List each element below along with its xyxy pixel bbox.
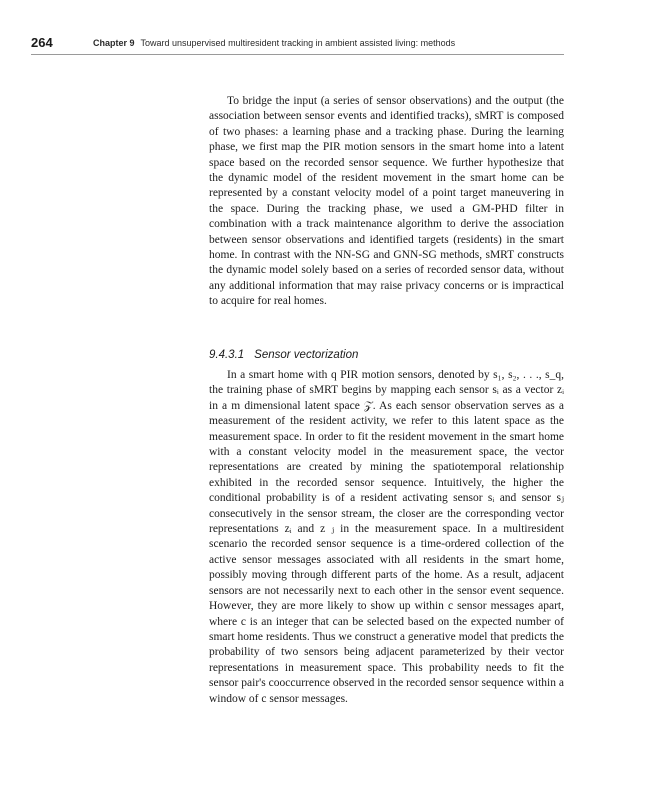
page-number: 264 — [31, 35, 53, 50]
paragraph-intro — [209, 94, 564, 310]
section-heading — [209, 348, 358, 362]
paragraph-text: In a smart home with q PIR motion sensors, denoted by s₁, s₂, . . ., s_q, the training phase of sMRT begins by mapping each sensor sᵢ as a vector zᵢ in a m dimensional latent space 𝒵. As each sensor observation serves as a measurement of the resident activity, we refer to this latent space as the measurement space. In order to fit the resident movement in the smart home with a constant velocity model in the measurement space, the vector representations are created by mining the spatiotemporal relationship exhibited in the recorded sensor sequence. Intuitively, the higher the conditional probability is of a resident activating sensor sᵢ and sensor sⱼ consecutively in the sensor stream, the closer are the corresponding vector representations zᵢ and z ⱼ in the measurement space. In a multiresident scenario the recorded sensor sequence is a time-ordered collection of the active sensor messages associated with all residents in the smart home, possibly moving through different parts of the home. As a result, adjacent sensors are not necessarily next to each other in the sensor event sequence. However, they are more likely to show up within c sensor messages apart, where c is an integer that can be selected based on the expected number of smart home residents. Thus we construct a generative model that predicts the probability of two sensors being adjacent parameterized by their vector representations in measurement space. This probability needs to fit the sensor pair's cooccurrence observed in the recorded sensor sequence within a window of c sensor messages. — [209, 369, 564, 705]
chapter-number: Chapter 9 — [93, 38, 135, 48]
section-title: Sensor vectorization — [254, 349, 359, 361]
running-head — [31, 36, 564, 55]
paragraph-text: To bridge the input (a series of sensor observations) and the output (the association between sensor events and identified tracks), sMRT is composed of two phases: a learning phase and a tracking phase. During the learning phase, we first map the PIR motion sensors in the smart home into a latent space based on the recorded sensor sequence. We further hypothesize that the dynamic model of the resident movement in the smart home can be represented by a constant velocity model of a point target maneuvering in the space. During the tracking phase, we used a GM-PHD filter in combination with a track maintenance algorithm to derive the association between sensor observations and identified targets (residents) in the smart home. In contrast with the NN-SG and GNN-SG methods, sMRT constructs the dynamic model solely based on a series of recorded sensor data, without any additional information that may raise privacy concerns or is impractical to acquire for real homes. — [209, 95, 564, 308]
paragraph-sensor-vectorization — [209, 368, 564, 707]
chapter-title — [93, 38, 455, 49]
chapter-name: Toward unsupervised multiresident tracking in ambient assisted living: methods — [140, 38, 456, 48]
section-number: 9.4.3.1 — [209, 349, 245, 361]
